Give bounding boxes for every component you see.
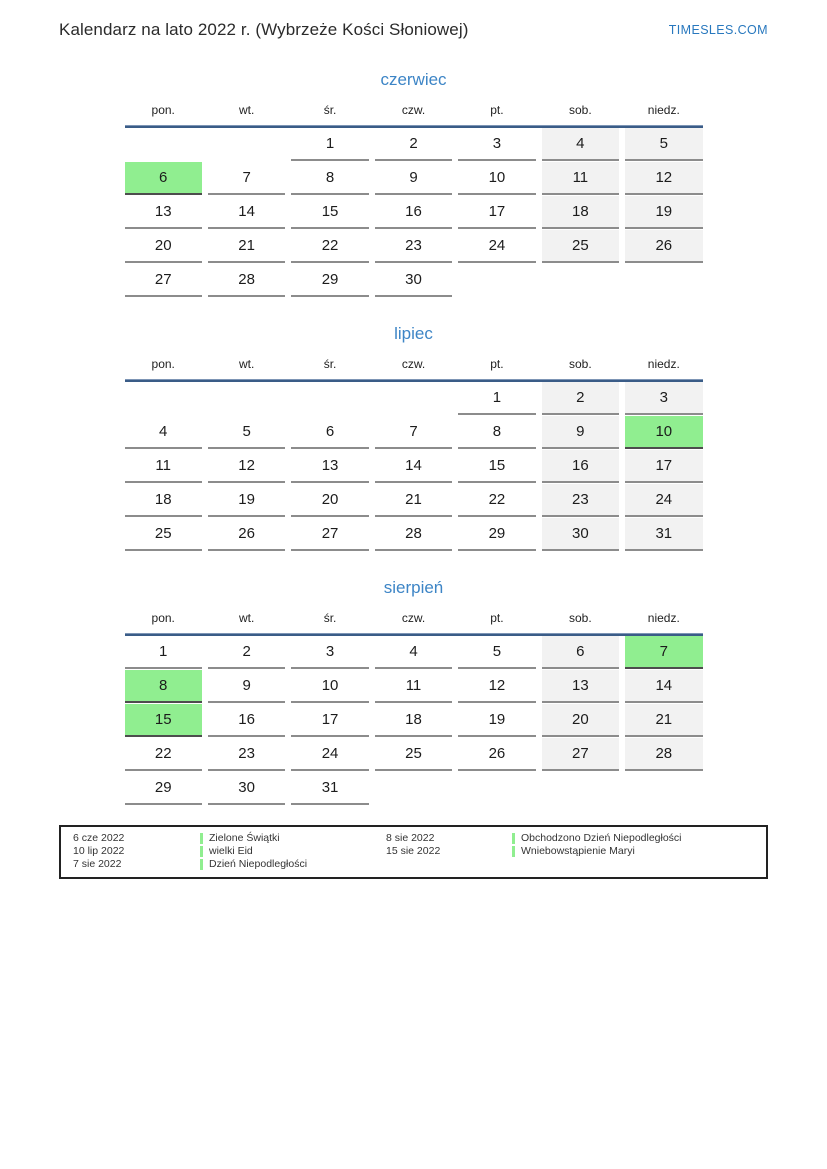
day-cell: 24 — [625, 484, 702, 517]
holiday-color-bar — [512, 846, 515, 857]
day-cell: 27 — [125, 264, 202, 297]
day-cell: 30 — [375, 264, 452, 297]
week-row — [125, 518, 703, 552]
weekday-header: czw. — [401, 357, 426, 371]
empty-cell — [291, 382, 368, 415]
legend-date: 8 sie 2022 — [386, 832, 435, 844]
weekday-header: śr. — [323, 357, 337, 371]
weekday-header: pt. — [490, 103, 504, 117]
day-cell: 13 — [125, 196, 202, 229]
day-cell: 21 — [625, 704, 702, 737]
legend-holiday-name: Dzień Niepodległości — [209, 858, 308, 870]
weekday-header: pt. — [490, 611, 504, 625]
week-row — [125, 738, 703, 772]
day-cell: 18 — [375, 704, 452, 737]
day-cell: 13 — [291, 450, 368, 483]
day-cell: 24 — [458, 230, 535, 263]
week-row — [125, 772, 703, 806]
week-row — [125, 670, 703, 704]
day-cell: 5 — [625, 128, 702, 161]
empty-cell — [125, 382, 202, 415]
weekday-header: niedz. — [647, 357, 680, 371]
legend-dates-column-1 — [61, 832, 200, 871]
day-cell: 17 — [625, 450, 702, 483]
day-cell: 8 — [458, 416, 535, 449]
empty-cell — [375, 772, 452, 805]
day-cell: 27 — [542, 738, 619, 771]
day-cell: 6 — [291, 416, 368, 449]
day-cell: 20 — [291, 484, 368, 517]
day-cell: 27 — [291, 518, 368, 551]
day-cell: 9 — [375, 162, 452, 195]
page-header — [59, 20, 768, 40]
empty-cell — [458, 772, 535, 805]
day-cell: 20 — [125, 230, 202, 263]
month-title: sierpień — [383, 578, 444, 597]
day-cell: 22 — [125, 738, 202, 771]
legend-holiday-entry — [200, 858, 386, 871]
week-row — [125, 264, 703, 298]
day-cell: 30 — [542, 518, 619, 551]
day-cell: 20 — [542, 704, 619, 737]
legend-holiday-name: wielki Eid — [209, 845, 253, 857]
month-section — [125, 578, 703, 806]
day-cell: 19 — [208, 484, 285, 517]
day-cell: 29 — [125, 772, 202, 805]
legend-date: 10 lip 2022 — [73, 845, 125, 857]
day-cell: 1 — [291, 128, 368, 161]
weekday-header: wt. — [238, 357, 255, 371]
weekday-header: śr. — [323, 103, 337, 117]
month-section — [125, 324, 703, 552]
day-cell: 24 — [291, 738, 368, 771]
week-row — [125, 196, 703, 230]
day-cell: 2 — [208, 636, 285, 669]
day-cell: 6 — [542, 636, 619, 669]
weekday-header-row — [125, 103, 703, 125]
weekday-header: sob. — [569, 103, 592, 117]
weekday-header: sob. — [569, 357, 592, 371]
day-cell: 25 — [542, 230, 619, 263]
empty-cell — [542, 264, 619, 297]
legend-box — [59, 825, 768, 879]
day-cell: 3 — [291, 636, 368, 669]
day-cell: 1 — [125, 636, 202, 669]
day-cell: 15 — [291, 196, 368, 229]
day-cell: 23 — [208, 738, 285, 771]
weekday-header: wt. — [238, 103, 255, 117]
day-cell: 12 — [208, 450, 285, 483]
week-row — [125, 162, 703, 196]
week-row — [125, 484, 703, 518]
day-cell: 11 — [125, 450, 202, 483]
weekday-header: niedz. — [647, 103, 680, 117]
day-cell: 12 — [625, 162, 702, 195]
day-cell: 28 — [208, 264, 285, 297]
week-row — [125, 382, 703, 416]
legend-date: 15 sie 2022 — [386, 845, 441, 857]
day-cell: 18 — [125, 484, 202, 517]
day-cell: 18 — [542, 196, 619, 229]
day-cell: 15 — [458, 450, 535, 483]
holiday-color-bar — [200, 846, 203, 857]
day-cell: 16 — [208, 704, 285, 737]
day-cell: 14 — [625, 670, 702, 703]
day-cell-holiday: 8 — [125, 670, 202, 703]
day-cell: 14 — [208, 196, 285, 229]
day-cell: 28 — [625, 738, 702, 771]
day-cell: 4 — [375, 636, 452, 669]
day-cell: 5 — [208, 416, 285, 449]
day-cell: 21 — [375, 484, 452, 517]
holiday-color-bar — [200, 859, 203, 870]
empty-cell — [458, 264, 535, 297]
day-cell-holiday: 7 — [625, 636, 702, 669]
empty-cell — [208, 382, 285, 415]
day-cell: 29 — [291, 264, 368, 297]
day-cell: 4 — [542, 128, 619, 161]
legend-holiday-entry — [512, 845, 766, 858]
week-row — [125, 450, 703, 484]
week-row — [125, 128, 703, 162]
day-cell: 11 — [375, 670, 452, 703]
legend-holiday-entry — [512, 832, 766, 845]
day-cell: 4 — [125, 416, 202, 449]
day-cell: 14 — [375, 450, 452, 483]
months-container — [0, 70, 827, 806]
day-cell: 16 — [375, 196, 452, 229]
day-cell-holiday: 15 — [125, 704, 202, 737]
legend-holiday-entry — [200, 845, 386, 858]
empty-cell — [542, 772, 619, 805]
month-section — [125, 70, 703, 298]
day-cell: 22 — [458, 484, 535, 517]
day-cell: 10 — [291, 670, 368, 703]
week-row — [125, 704, 703, 738]
day-cell: 19 — [625, 196, 702, 229]
legend-names-column-2 — [512, 832, 766, 858]
day-cell: 23 — [542, 484, 619, 517]
day-cell: 7 — [208, 162, 285, 195]
day-cell: 31 — [625, 518, 702, 551]
weekday-header: niedz. — [647, 611, 680, 625]
week-row — [125, 636, 703, 670]
day-cell: 16 — [542, 450, 619, 483]
day-cell: 5 — [458, 636, 535, 669]
weekday-header: czw. — [401, 103, 426, 117]
legend-holiday-name: Obchodzono Dzień Niepodległości — [521, 832, 682, 844]
month-title: czerwiec — [380, 70, 447, 89]
day-cell: 26 — [625, 230, 702, 263]
week-row — [125, 230, 703, 264]
weekday-header: wt. — [238, 611, 255, 625]
day-cell: 25 — [125, 518, 202, 551]
day-cell-holiday: 10 — [625, 416, 702, 449]
empty-cell — [208, 128, 285, 161]
site-link[interactable]: TIMESLES.COM — [668, 23, 768, 37]
day-cell: 17 — [291, 704, 368, 737]
day-cell: 25 — [375, 738, 452, 771]
legend-holiday-name: Zielone Świątki — [209, 832, 280, 844]
legend-holiday-name: Wniebowstąpienie Maryi — [521, 845, 635, 857]
day-cell: 9 — [542, 416, 619, 449]
day-cell: 29 — [458, 518, 535, 551]
legend-date: 6 cze 2022 — [73, 832, 125, 844]
legend-dates-column-2 — [386, 832, 512, 858]
weekday-header: pt. — [490, 357, 504, 371]
day-cell: 1 — [458, 382, 535, 415]
day-cell: 22 — [291, 230, 368, 263]
weekday-header: czw. — [401, 611, 426, 625]
day-cell: 2 — [375, 128, 452, 161]
day-cell-holiday: 6 — [125, 162, 202, 195]
weekday-header: sob. — [569, 611, 592, 625]
day-cell: 28 — [375, 518, 452, 551]
month-title: lipiec — [394, 324, 433, 343]
day-cell: 19 — [458, 704, 535, 737]
legend-date: 7 sie 2022 — [73, 858, 122, 870]
day-cell: 3 — [625, 382, 702, 415]
day-cell: 3 — [458, 128, 535, 161]
day-cell: 21 — [208, 230, 285, 263]
day-cell: 31 — [291, 772, 368, 805]
day-cell: 12 — [458, 670, 535, 703]
day-cell: 11 — [542, 162, 619, 195]
weekday-header: pon. — [151, 611, 175, 625]
day-cell: 26 — [208, 518, 285, 551]
day-cell: 8 — [291, 162, 368, 195]
day-cell: 26 — [458, 738, 535, 771]
weekday-header-row — [125, 611, 703, 633]
holiday-color-bar — [200, 833, 203, 844]
page-title: Kalendarz na lato 2022 r. (Wybrzeże Kości Słoniowej) — [59, 20, 469, 39]
day-cell: 30 — [208, 772, 285, 805]
weekday-header: pon. — [151, 103, 175, 117]
legend-holiday-entry — [200, 832, 386, 845]
weekday-header-row — [125, 357, 703, 379]
day-cell: 17 — [458, 196, 535, 229]
empty-cell — [625, 772, 702, 805]
day-cell: 10 — [458, 162, 535, 195]
empty-cell — [375, 382, 452, 415]
day-cell: 2 — [542, 382, 619, 415]
day-cell: 13 — [542, 670, 619, 703]
day-cell: 7 — [375, 416, 452, 449]
week-row — [125, 416, 703, 450]
empty-cell — [125, 128, 202, 161]
weekday-header: śr. — [323, 611, 337, 625]
day-cell: 23 — [375, 230, 452, 263]
weekday-header: pon. — [151, 357, 175, 371]
legend-names-column-1 — [200, 832, 386, 871]
day-cell: 9 — [208, 670, 285, 703]
empty-cell — [625, 264, 702, 297]
holiday-color-bar — [512, 833, 515, 844]
